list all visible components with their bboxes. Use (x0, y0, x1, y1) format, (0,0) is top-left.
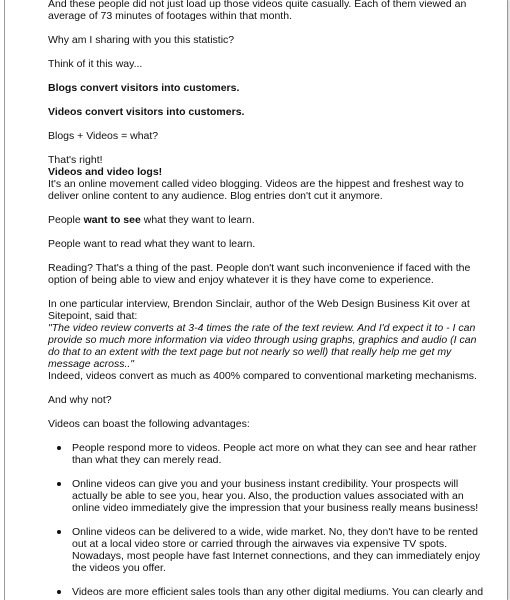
paragraph: It's an online movement called video blogging. Videos are the hippest and freshest way to deliver online content to any audience. Blog entries don't cut it anymore. (48, 178, 464, 202)
document-page (4, 0, 508, 600)
paragraph: Think of it this way... (48, 58, 143, 70)
list-item: People respond more to videos. People act more on what they can see and hear rather than what they can merely read. (65, 442, 488, 466)
paragraph: In one particular interview, Brendon Sinclair, author of the Web Design Business Kit over at Sitepoint, said that: (48, 298, 470, 322)
advantages-list (48, 442, 488, 598)
document-body (48, 0, 488, 600)
paragraph: Reading? That's a thing of the past. People don't want such inconvenience if faced with the option of being able to view and enjoy whatever it is they have come to experience. (48, 262, 471, 286)
paragraph: Videos can boast the following advantages: (48, 418, 250, 430)
paragraph: People want to read what they want to learn. (48, 238, 256, 250)
paragraph: Blogs + Videos = what? (48, 130, 159, 142)
paragraph: And why not? (48, 394, 112, 406)
text-run: what they want to learn. (140, 214, 255, 226)
text-run: People (48, 214, 84, 226)
paragraph: That's right! (48, 154, 103, 166)
bold-statement-blogs: Blogs convert visitors into customers. (48, 82, 240, 94)
paragraph: Why am I sharing with you this statistic? (48, 34, 235, 46)
list-item: Online videos can give you and your business instant credibility. Your prospects will actually be able to see you, hear you. Also, the production values associated with an online video immediately give the impression that your business really means business! (65, 478, 488, 514)
emphasis: want to see (83, 214, 141, 226)
section-heading: Videos and video logs! (48, 166, 163, 178)
paragraph: And these people did not just load up those videos quite casually. Each of them viewed an average of 73 minutes of footages within that month. (48, 0, 467, 22)
quote: "The video review converts at 3-4 times the rate of the text review. And I'd expect it to - I can provide so much more information via video through using graphs, graphics and audio (I can do that to an extent with the text page but not nearly so well) that really help me get my message across.." (48, 322, 477, 370)
list-item: Videos are more efficient sales tools than any other digital mediums. You can clearly and (65, 586, 488, 598)
paragraph (48, 214, 488, 226)
bold-statement-videos: Videos convert visitors into customers. (48, 106, 245, 118)
list-item: Online videos can be delivered to a wide, wide market. No, they don't have to be rented out at a local video store or carried through the airwaves via expensive TV spots. Nowadays, most people have fast Internet connections, and they can immediately enjoy the videos you offer. (65, 526, 488, 574)
paragraph: Indeed, videos convert as much as 400% compared to conventional marketing mechanisms. (48, 370, 477, 382)
